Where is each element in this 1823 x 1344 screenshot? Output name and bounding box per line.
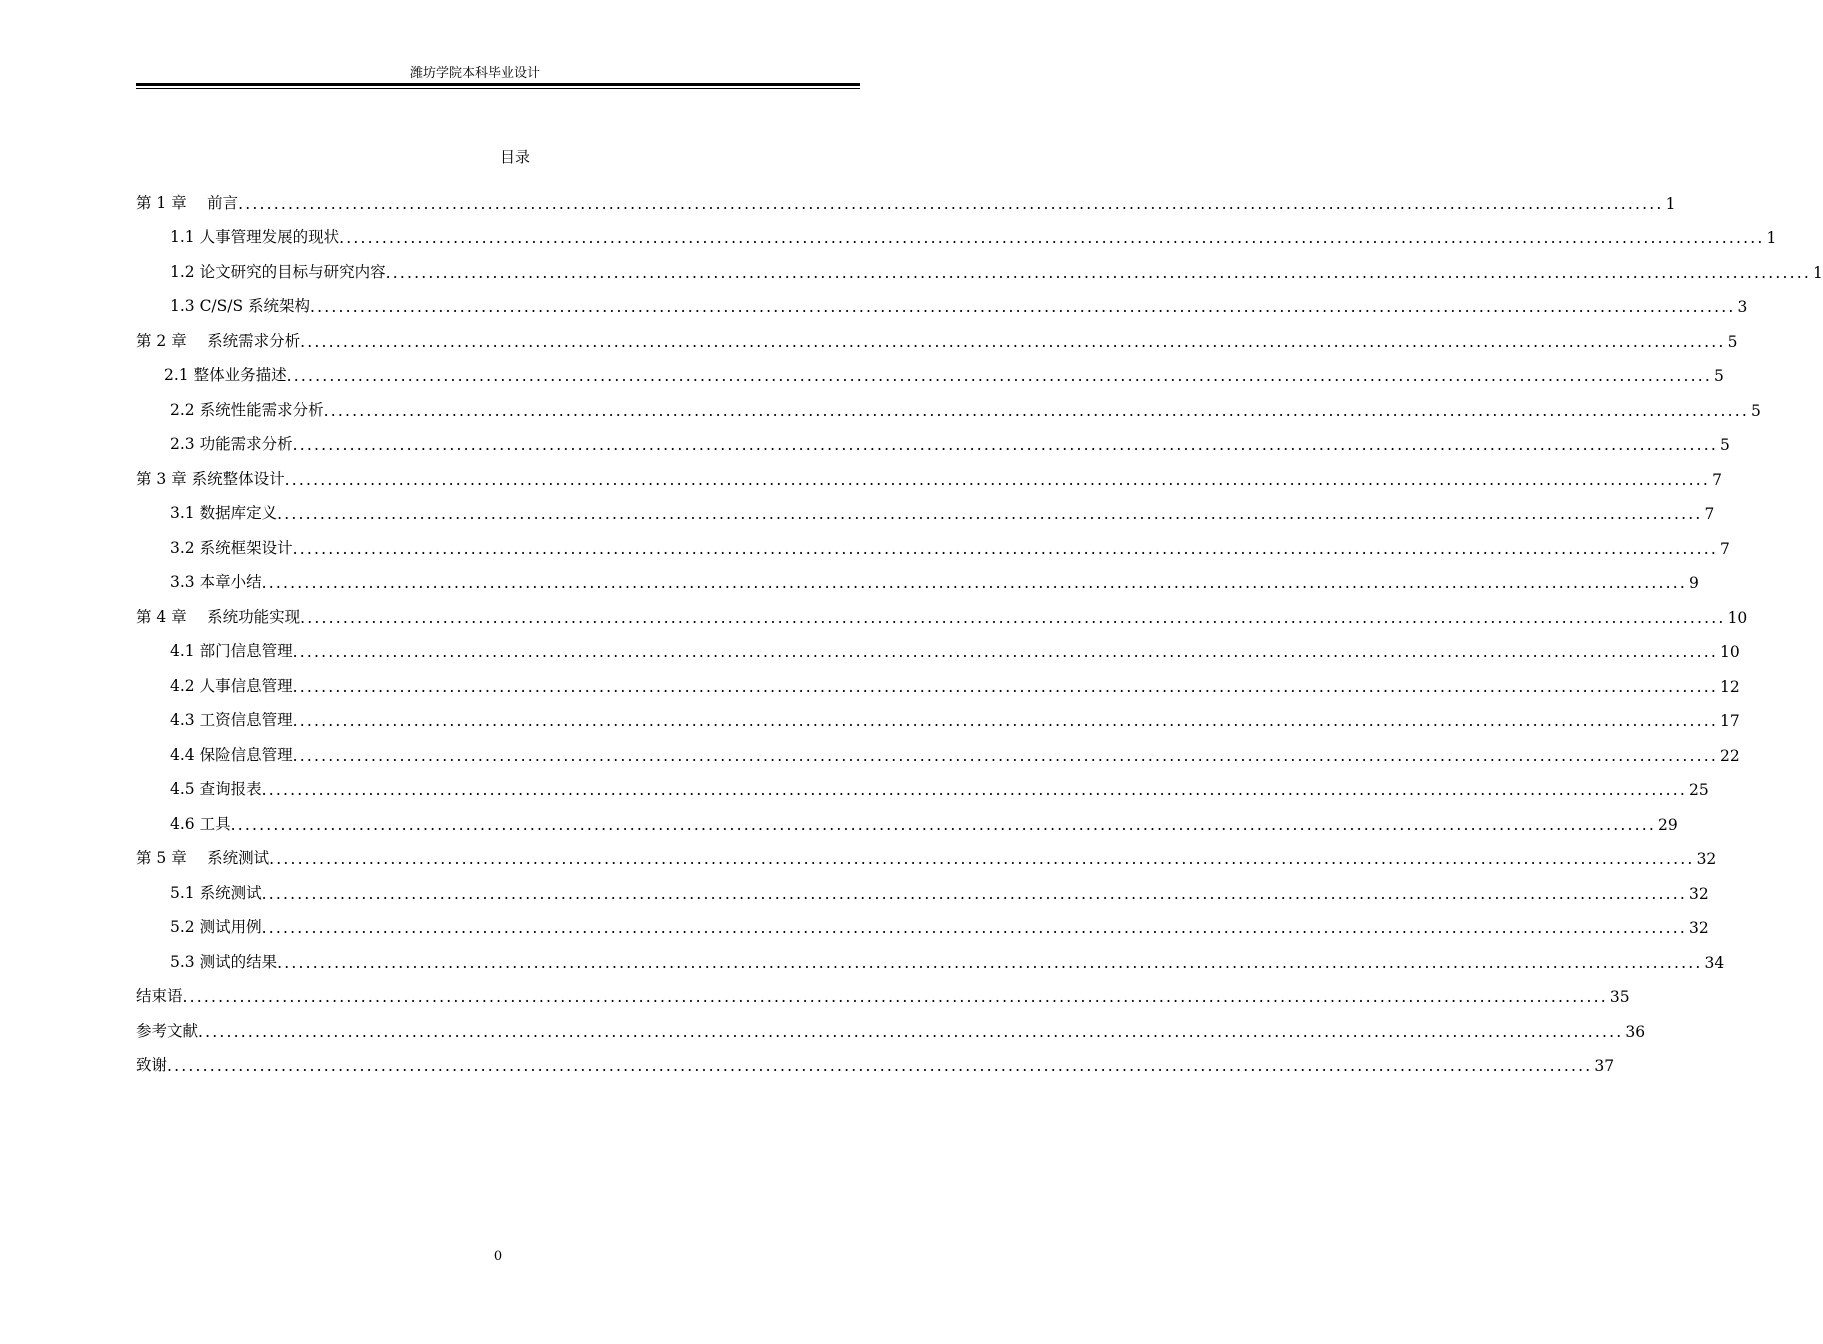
toc-entry-leader-dots: ........................................................................................................................................................................................................ bbox=[261, 919, 1687, 937]
toc-entry-page: 3 bbox=[1737, 298, 1748, 316]
toc-entry-label: 第 4 章 系统功能实现 bbox=[136, 607, 301, 626]
toc-entry-label: 致谢 bbox=[136, 1056, 168, 1074]
toc-entry-leader-dots: ........................................................................................................................................................................................................ bbox=[238, 194, 1664, 213]
toc-entry-page: 1 bbox=[1766, 229, 1777, 247]
toc-entry-leader-dots: ........................................................................................................................................................................................................ bbox=[182, 988, 1608, 1006]
toc-entry-label: 4.2 人事信息管理 bbox=[170, 676, 293, 695]
toc-entry-page: 7 bbox=[1712, 470, 1722, 489]
toc-entry[interactable] bbox=[136, 1006, 1646, 1041]
toc-entry-leader-dots: ........................................................................................................................................................................................................ bbox=[261, 574, 1687, 592]
toc-entry-label: 第 3 章 系统整体设计 bbox=[136, 469, 285, 488]
toc-entry-leader-dots: ........................................................................................................................................................................................................ bbox=[261, 781, 1687, 799]
toc-entry[interactable] bbox=[136, 316, 1738, 351]
toc-entry-page: 17 bbox=[1719, 712, 1740, 730]
toc-entry-page: 29 bbox=[1657, 815, 1678, 834]
toc-entry-leader-dots: ........................................................................................................................................................................................................ bbox=[339, 229, 1765, 247]
toc-entry-leader-dots: ........................................................................................................................................................................................................ bbox=[292, 746, 1718, 765]
toc-entry[interactable] bbox=[136, 627, 1740, 662]
toc-entry-label: 2.3 功能需求分析 bbox=[170, 435, 293, 453]
toc-entry-leader-dots: ........................................................................................................................................................................................................ bbox=[286, 367, 1712, 385]
toc-entry-page: 12 bbox=[1719, 677, 1740, 696]
toc-entry[interactable] bbox=[136, 799, 1678, 834]
toc-entry-label: 4.3 工资信息管理 bbox=[170, 711, 293, 729]
toc-entry-leader-dots: ........................................................................................................................................................................................................ bbox=[292, 712, 1718, 730]
toc-entry[interactable] bbox=[136, 489, 1715, 524]
toc-entry-label: 4.5 查询报表 bbox=[170, 780, 262, 798]
toc-entry-leader-dots: ........................................................................................................................................................................................................ bbox=[310, 298, 1736, 316]
toc-entry[interactable] bbox=[136, 178, 1676, 213]
page-number: 0 bbox=[493, 1249, 503, 1264]
toc-entry-label: 1.2 论文研究的目标与研究内容 bbox=[170, 262, 386, 281]
toc-entry-label: 1.3 C/S/S 系统架构 bbox=[170, 297, 311, 315]
toc-entry-page: 9 bbox=[1688, 574, 1699, 592]
toc-entry-leader-dots: ........................................................................................................................................................................................................ bbox=[284, 470, 1711, 489]
toc-entry-page: 7 bbox=[1704, 505, 1715, 523]
toc-entry-page: 5 bbox=[1750, 401, 1761, 420]
toc-entry[interactable] bbox=[136, 213, 1777, 248]
toc-entry-label: 4.6 工具 bbox=[170, 814, 231, 833]
toc-entry-page: 1 bbox=[1665, 194, 1676, 213]
toc-entry-label: 4.1 部门信息管理 bbox=[170, 642, 293, 660]
toc-entry-label: 第 1 章 前言 bbox=[136, 193, 239, 212]
toc-entry-leader-dots: ........................................................................................................................................................................................................ bbox=[292, 677, 1718, 696]
toc-entry-page: 36 bbox=[1625, 1022, 1646, 1041]
toc-entry-page: 7 bbox=[1719, 539, 1730, 558]
toc-entry-label: 参考文献 bbox=[136, 1021, 199, 1040]
toc-entry-label: 4.4 保险信息管理 bbox=[170, 745, 293, 764]
toc-entry[interactable] bbox=[136, 868, 1709, 903]
toc-entry-page: 5 bbox=[1727, 332, 1738, 351]
toc-entry-leader-dots: ........................................................................................................................................................................................................ bbox=[292, 436, 1718, 454]
toc-entry-page: 32 bbox=[1688, 884, 1709, 903]
toc-entry[interactable] bbox=[136, 282, 1748, 317]
toc-entry[interactable] bbox=[136, 730, 1740, 765]
toc-entry-page: 5 bbox=[1719, 436, 1730, 454]
toc-entry-page: 25 bbox=[1688, 781, 1709, 799]
toc-entry-label: 3.1 数据库定义 bbox=[170, 504, 278, 522]
toc-entry[interactable] bbox=[136, 385, 1761, 420]
toc-entry[interactable] bbox=[136, 351, 1724, 386]
toc-entry-page: 1 bbox=[1812, 263, 1823, 282]
toc-entry-label: 第 2 章 系统需求分析 bbox=[136, 331, 301, 350]
toc-entry[interactable] bbox=[136, 247, 1823, 282]
toc-entry[interactable] bbox=[136, 454, 1722, 489]
toc-entry-leader-dots: ........................................................................................................................................................................................................ bbox=[167, 1057, 1593, 1075]
toc-entry-leader-dots: ........................................................................................................................................................................................................ bbox=[300, 608, 1726, 627]
toc-entry[interactable] bbox=[136, 558, 1699, 593]
toc-entry-page: 37 bbox=[1594, 1057, 1615, 1075]
toc-entry-leader-dots: ........................................................................................................................................................................................................ bbox=[198, 1022, 1624, 1041]
page-header-title: 潍坊学院本科毕业设计 bbox=[409, 66, 540, 81]
toc-entry[interactable] bbox=[136, 592, 1748, 627]
toc-entry[interactable] bbox=[136, 937, 1725, 972]
toc-entry-label: 第 5 章 系统测试 bbox=[136, 849, 270, 867]
toc-entry-leader-dots: ........................................................................................................................................................................................................ bbox=[261, 884, 1687, 903]
toc-entry-leader-dots: ........................................................................................................................................................................................................ bbox=[292, 539, 1718, 558]
toc-entry-leader-dots: ........................................................................................................................................................................................................ bbox=[277, 505, 1703, 523]
toc-entry-leader-dots: ........................................................................................................................................................................................................ bbox=[385, 263, 1811, 282]
toc-entry-label: 2.2 系统性能需求分析 bbox=[170, 400, 324, 419]
toc-entry-label: 5.2 测试用例 bbox=[170, 918, 262, 936]
toc-entry-leader-dots: ........................................................................................................................................................................................................ bbox=[277, 953, 1703, 972]
toc-entry-leader-dots: ........................................................................................................................................................................................................ bbox=[292, 643, 1718, 661]
toc-entry-label: 结束语 bbox=[136, 987, 183, 1005]
toc-entry-page: 10 bbox=[1719, 643, 1740, 661]
toc-entry[interactable] bbox=[136, 972, 1630, 1007]
toc-heading: 目录 bbox=[499, 148, 530, 166]
toc-entry[interactable] bbox=[136, 1041, 1615, 1076]
toc-entry-page: 34 bbox=[1704, 953, 1725, 972]
toc-entry[interactable] bbox=[136, 765, 1709, 800]
toc-entry-page: 5 bbox=[1713, 367, 1724, 385]
toc-entry[interactable] bbox=[136, 523, 1730, 558]
toc-entry-label: 5.3 测试的结果 bbox=[170, 952, 278, 971]
toc-entry-page: 35 bbox=[1609, 988, 1630, 1006]
toc-entry[interactable] bbox=[136, 661, 1740, 696]
toc-entry-leader-dots: ........................................................................................................................................................................................................ bbox=[230, 815, 1656, 834]
header-rule-thin bbox=[136, 88, 860, 89]
table-of-contents bbox=[136, 178, 1823, 1075]
toc-entry-label: 2.1 整体业务描述 bbox=[164, 366, 287, 384]
toc-entry-page: 22 bbox=[1719, 746, 1740, 765]
toc-entry-leader-dots: ........................................................................................................................................................................................................ bbox=[300, 332, 1726, 351]
toc-entry-leader-dots: ........................................................................................................................................................................................................ bbox=[323, 401, 1749, 420]
toc-entry[interactable] bbox=[136, 903, 1709, 938]
toc-entry-page: 32 bbox=[1696, 850, 1717, 868]
toc-entry-label: 5.1 系统测试 bbox=[170, 883, 262, 902]
toc-entry-label: 1.1 人事管理发展的现状 bbox=[170, 228, 340, 246]
toc-entry-label: 3.3 本章小结 bbox=[170, 573, 262, 591]
toc-entry-leader-dots: ........................................................................................................................................................................................................ bbox=[269, 850, 1695, 868]
toc-entry-label: 3.2 系统框架设计 bbox=[170, 538, 293, 557]
toc-entry[interactable] bbox=[136, 834, 1717, 869]
toc-entry[interactable] bbox=[136, 696, 1740, 731]
toc-entry-page: 32 bbox=[1688, 919, 1709, 937]
header-rule-thick bbox=[136, 83, 860, 86]
toc-entry-page: 10 bbox=[1727, 608, 1748, 627]
toc-entry[interactable] bbox=[136, 420, 1730, 455]
